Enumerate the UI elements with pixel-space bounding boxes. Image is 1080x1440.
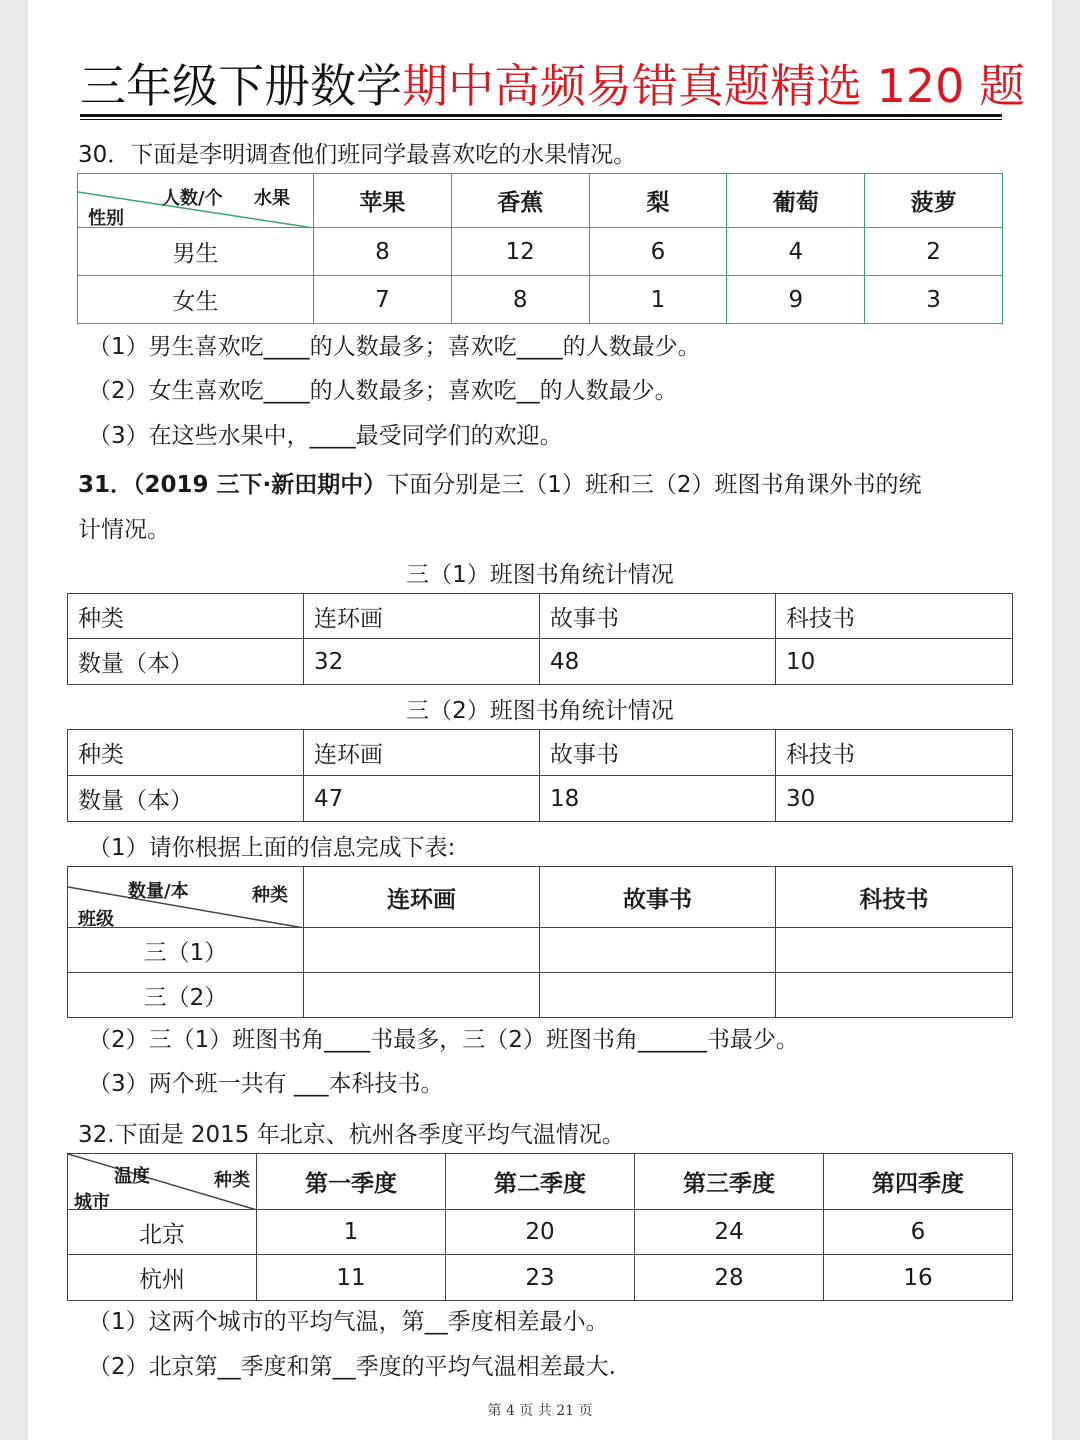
q32-col-header: 第四季度 (824, 1154, 1013, 1210)
q31-corner-top: 数量/本 (128, 881, 189, 902)
table-row (68, 973, 1013, 1018)
q32-cell: 16 (824, 1255, 1013, 1301)
q30-cell: 8 (314, 228, 452, 276)
q31-fill-blank-cell (304, 973, 540, 1018)
table-row (78, 276, 1003, 324)
q30-col-header: 香蕉 (451, 174, 589, 228)
q32-cell: 24 (635, 1210, 824, 1255)
q32-cell: 28 (635, 1255, 824, 1301)
q31-t2-header: 科技书 (776, 730, 1013, 776)
q31-corner-cell (68, 867, 304, 928)
q31-t1-cell: 10 (776, 639, 1013, 685)
q32-col-header: 第三季度 (635, 1154, 824, 1210)
q31-t2-cell: 18 (540, 776, 776, 822)
q31-table1-caption: 三（1）班图书角统计情况 (406, 562, 674, 588)
q31-t1-header: 故事书 (540, 594, 776, 639)
table-row (68, 928, 1013, 973)
page-title (80, 56, 1026, 116)
q31-table2-caption: 三（2）班图书角统计情况 (406, 698, 674, 724)
q30-question-1: （1）男生喜欢吃____的人数最多；喜欢吃____的人数最少。 (88, 334, 701, 360)
q31-table2 (67, 729, 1013, 822)
q30-corner-cell (78, 174, 314, 228)
q30-cell: 1 (589, 276, 727, 324)
q31-t1-cell: 48 (540, 639, 776, 685)
q31-fill-blank-cell (540, 973, 776, 1018)
q32-col-header: 第一季度 (257, 1154, 446, 1210)
q31-fill-col-header: 科技书 (776, 867, 1013, 928)
q30-fruit-table (77, 173, 1003, 324)
title-red-part: 期中高频易错真题精选 120 题 (402, 59, 1026, 113)
q30-row-label: 女生 (78, 276, 314, 324)
q31-t2-header: 种类 (68, 730, 304, 776)
q30-col-header: 梨 (589, 174, 727, 228)
q30-question-3: （3）在这些水果中，____最受同学们的欢迎。 (88, 423, 563, 449)
q31-corner-right: 种类 (252, 885, 288, 906)
q30-col-header: 苹果 (314, 174, 452, 228)
q32-cell: 11 (257, 1255, 446, 1301)
q31-corner-bottom: 班级 (78, 909, 114, 930)
q32-question-2: （2）北京第__季度和第__季度的平均气温相差最大. (88, 1354, 616, 1380)
title-underline-thin (80, 119, 1002, 120)
q32-row-label: 杭州 (68, 1255, 257, 1301)
q30-col-header: 菠萝 (865, 174, 1003, 228)
q30-cell: 4 (727, 228, 865, 276)
q31-sub-question-3: （3）两个班一共有 ___本科技书。 (88, 1071, 444, 1097)
q30-question-2: （2）女生喜欢吃____的人数最多；喜欢吃__的人数最少。 (88, 378, 678, 404)
q32-row-label: 北京 (68, 1210, 257, 1255)
q31-stem-line2: 计情况。 (78, 517, 170, 543)
q32-corner-top: 温度 (114, 1166, 150, 1187)
q30-corner-top: 人数/个 (162, 188, 223, 209)
q31-fill-blank-cell (540, 928, 776, 973)
title-black-part: 三年级下册数学 (80, 59, 402, 113)
table-row (68, 1255, 1013, 1301)
title-underline-thick (80, 114, 1002, 117)
q31-t2-cell: 数量（本） (68, 776, 304, 822)
q31-sub-question-2: （2）三（1）班图书角____书最多，三（2）班图书角______书最少。 (88, 1027, 799, 1053)
q30-row-label: 男生 (78, 228, 314, 276)
q30-cell: 2 (865, 228, 1003, 276)
q31-fill-blank-cell (776, 928, 1013, 973)
q31-stem-text: 下面分别是三（1）班和三（2）班图书角课外书的统 (386, 472, 922, 498)
q31-t2-header: 连环画 (304, 730, 540, 776)
q31-t2-header: 故事书 (540, 730, 776, 776)
q30-corner-bottom: 性别 (88, 208, 124, 229)
q31-t1-cell: 数量（本） (68, 639, 304, 685)
q30-cell: 9 (727, 276, 865, 324)
table-row (78, 228, 1003, 276)
q31-t1-header: 种类 (68, 594, 304, 639)
q32-cell: 20 (446, 1210, 635, 1255)
q31-t2-cell: 30 (776, 776, 1013, 822)
q31-fill-row-label: 三（2） (68, 973, 304, 1018)
q32-cell: 23 (446, 1255, 635, 1301)
q32-temperature-table (67, 1153, 1013, 1301)
q31-fill-col-header: 故事书 (540, 867, 776, 928)
q31-fill-blank-cell (304, 928, 540, 973)
q32-corner-right: 种类 (214, 1170, 250, 1191)
q31-t1-header: 科技书 (776, 594, 1013, 639)
q32-col-header: 第二季度 (446, 1154, 635, 1210)
q32-cell: 1 (257, 1210, 446, 1255)
q30-cell: 3 (865, 276, 1003, 324)
q30-cell: 8 (451, 276, 589, 324)
q31-fill-table (67, 866, 1013, 1018)
q30-cell: 6 (589, 228, 727, 276)
q31-fill-blank-cell (776, 973, 1013, 1018)
q32-corner-bottom: 城市 (74, 1192, 110, 1213)
page-footer: 第 4 页 共 21 页 (487, 1403, 593, 1419)
q31-stem-source: 31．（2019 三下·新田期中） (78, 472, 387, 498)
q32-stem: 32.下面是 2015 年北京、杭州各季度平均气温情况。 (78, 1122, 625, 1148)
q31-stem-line1 (78, 470, 922, 500)
table-row (68, 1210, 1013, 1255)
q30-col-header: 葡萄 (727, 174, 865, 228)
q32-corner-cell (68, 1154, 257, 1213)
q31-t1-cell: 32 (304, 639, 540, 685)
q31-fill-col-header: 连环画 (304, 867, 540, 928)
q32-question-1: （1）这两个城市的平均气温，第__季度相差最小。 (88, 1309, 609, 1335)
q31-t2-cell: 47 (304, 776, 540, 822)
q30-stem: 30．下面是李明调查他们班同学最喜欢吃的水果情况。 (78, 142, 637, 168)
q30-cell: 7 (314, 276, 452, 324)
q32-cell: 6 (824, 1210, 1013, 1255)
q31-t1-header: 连环画 (304, 594, 540, 639)
q30-corner-right: 水果 (254, 188, 290, 209)
q30-cell: 12 (451, 228, 589, 276)
q31-fill-row-label: 三（1） (68, 928, 304, 973)
q31-sub-question-1: （1）请你根据上面的信息完成下表: (88, 835, 456, 861)
q31-table1 (67, 593, 1013, 685)
